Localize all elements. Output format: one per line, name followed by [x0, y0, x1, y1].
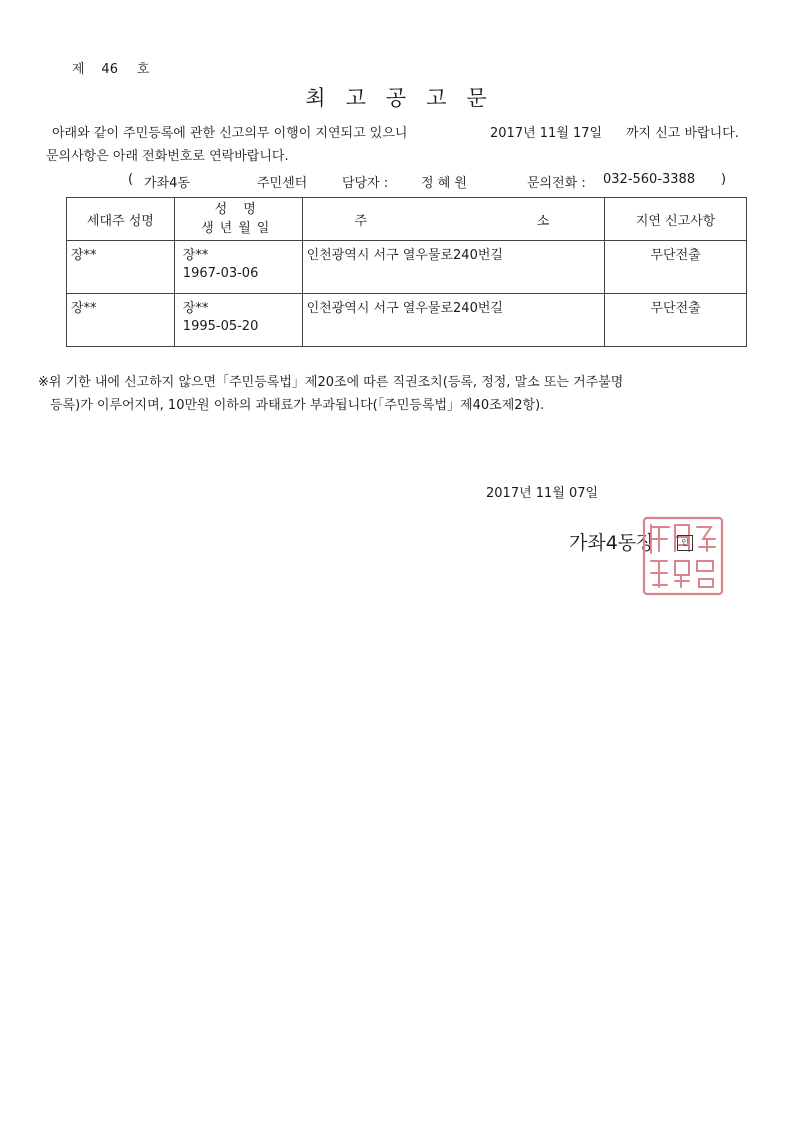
contact-office: 가좌4동 [144, 176, 190, 191]
cell-birth: 1967-03-06 [182, 266, 259, 281]
cell-address: 인천광역시 서구 열우물로240번길 [306, 248, 503, 263]
notice-title: 최고공고문 [305, 86, 507, 110]
cell-overdue-item: 무단전출 [650, 301, 701, 316]
body-line2: 문의사항은 아래 전화번호로 연락바랍니다. [46, 149, 289, 164]
header-household-head [67, 198, 175, 241]
official-seal-stamp [641, 515, 725, 601]
contact-manager-name: 정 혜 원 [421, 176, 467, 191]
body-line1-tail: 까지 신고 바랍니다. [626, 126, 739, 141]
header-name-birth [174, 198, 302, 241]
header-household-head-label: 세대주 성명 [86, 213, 154, 229]
header-address-left: 주 [354, 213, 368, 229]
contact-open-paren: ( [128, 172, 134, 187]
body-line1-lead: 아래와 같이 주민등록에 관한 신고의무 이행이 지연되고 있으니 [52, 126, 408, 141]
cell-name: 장** [182, 248, 209, 263]
footnote-line2: 등록)가 이루어지며, 10만원 이하의 과태료가 부과됩니다(「주민등록법」제40조제2항). [50, 398, 545, 413]
header-address-right: 소 [536, 213, 550, 229]
cell-household-head: 장** [71, 301, 97, 316]
table-header-row [67, 198, 747, 241]
contact-phone: 032-560-3388 [603, 172, 696, 187]
cell-household-head: 장** [71, 248, 97, 263]
header-address [302, 198, 605, 241]
header-name-label: 성 명 [214, 202, 262, 217]
cell-birth: 1995-05-20 [182, 319, 259, 334]
issue-date: 2017년 11월 07일 [486, 486, 599, 501]
signatory-title: 가좌4동장 [569, 532, 655, 554]
deadline-date: 2017년 11월 17일 [490, 126, 603, 141]
contact-manager-label: 담당자 : [342, 176, 389, 191]
table-row [67, 294, 747, 347]
contact-close-paren: ) [721, 172, 727, 187]
overdue-table [66, 197, 747, 347]
doc-number-suffix: 호 [136, 62, 150, 77]
cell-name: 장** [182, 301, 209, 316]
seal-mark: 인 [677, 535, 693, 551]
contact-phone-label: 문의전화 : [527, 176, 586, 191]
doc-number-value: 46 [101, 62, 118, 77]
header-overdue-label: 지연 신고사항 [635, 213, 716, 229]
footnote-line1: ※위 기한 내에 신고하지 않으면「주민등록법」제20조에 따른 직권조치(등록, 정정, 말소 또는 거주불명 [38, 375, 624, 390]
cell-address: 인천광역시 서구 열우물로240번길 [306, 301, 503, 316]
doc-number-prefix: 제 [72, 62, 85, 77]
header-birth-label: 생년월일 [201, 221, 276, 236]
contact-center: 주민센터 [257, 176, 308, 191]
document-number [72, 58, 149, 77]
header-overdue-item [605, 198, 747, 241]
cell-overdue-item: 무단전출 [650, 248, 701, 263]
table-row [67, 241, 747, 294]
